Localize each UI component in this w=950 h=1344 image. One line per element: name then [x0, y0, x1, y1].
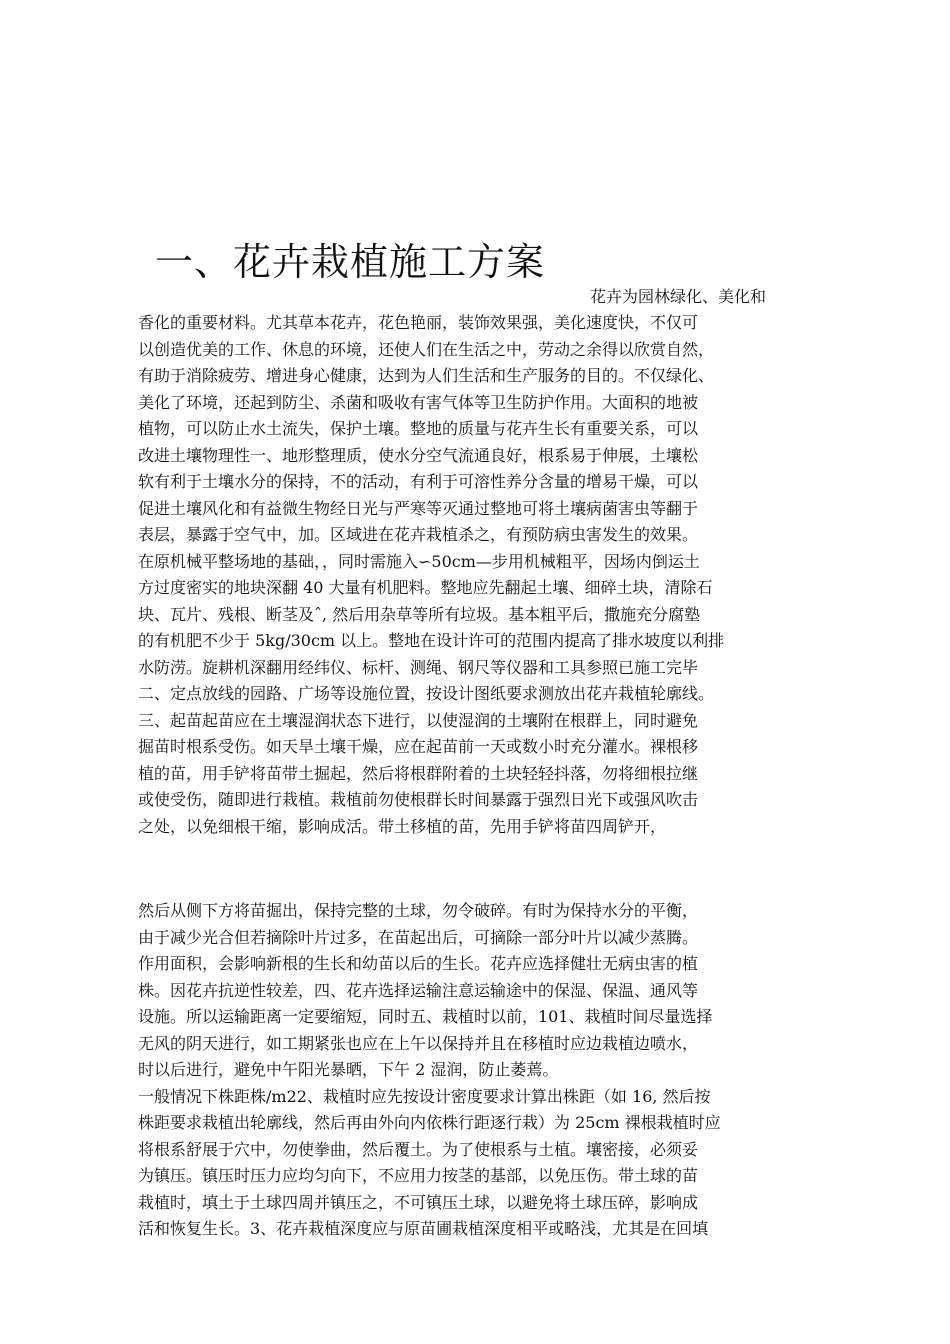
text-line: 植的苗，用手铲将苗带土掘起，然后将根群附着的土块轻轻抖落，勿将细根拉继	[138, 763, 699, 783]
text-line: 的有机肥不少于 5kg/30cm 以上。整地在设计许可的范围内提高了排水坡度以利排	[138, 631, 725, 650]
text-line: 作用面积，会影响新根的生长和幼苗以后的生长。花卉应选择健壮无病虫害的植	[138, 954, 699, 973]
text-line: 将根系舒展于穴中，勿使拳曲，然后覆土。为了使根系与土植。壤密接，必须妥	[138, 1139, 699, 1159]
intro-first-line: 花卉为园林绿化、美化和	[590, 287, 767, 306]
text-line: 美化了环境，还起到防尘、杀菌和吸收有害气体等卫生防护作用。大面积的地被	[138, 392, 699, 412]
text-line: 无风的阴天进行，如工期紧张也应在上午以保持并且在移植时应边栽植边喷水，	[138, 1033, 699, 1053]
text-line: 株。因花卉抗逆性较差，四、花卉选择运输注意运输途中的保湿、保温、通风等	[138, 980, 699, 1000]
text-line: 在原机械平整场地的基础，，同时需施入∽50cm—步用机械粗平，因场内倒运土	[138, 551, 700, 571]
text-line: 香化的重要材料。尤其草本花卉，花色艳丽，装饰效果强，美化速度快，不仅可	[138, 313, 699, 332]
text-line: 活和恢复生长。3、花卉栽植深度应与原苗圃栽植深度相平或略浅，尤其是在回填	[138, 1219, 709, 1238]
text-line: 一般情况下株距株/m22、栽植时应先按设计密度要求计算出株距（如 16, 然后按	[138, 1086, 711, 1106]
body-text-block-2	[138, 898, 826, 1243]
text-line: 以创造优美的工作、休息的环境，还使人们在生活之中，劳动之余得以欣赏自然，	[138, 339, 715, 359]
text-line: 软有利于土壤水分的保持，不的活动，有利于可溶性养分含量的增易干燥，可以	[138, 472, 699, 491]
text-line: 改进土壤物理性一、地形整理质，使水分空气流通良好，根系易于伸展，土壤松	[138, 445, 699, 465]
text-line: 二、定点放线的园路、广场等设施位置，按设计图纸要求测放出花卉栽植轮廓线。	[138, 684, 715, 703]
text-line: 表层，暴露于空气中，加。区域进在花卉栽植杀之，有预防病虫害发生的效果。	[138, 525, 699, 544]
text-line: 时以后进行，避免中午阳光暴晒，下午 2 湿润，防止萎蔫。	[138, 1060, 559, 1079]
text-line: 有助于消除疲劳、增进身心健康，达到为人们生活和生产服务的目的。不仅绿化、	[138, 366, 715, 385]
text-line: 栽植时，填土于土球四周并镇压之，不可镇压土球，以避免将土球压碎，影响成	[138, 1192, 699, 1212]
text-line: 水防涝。旋耕机深翻用经纬仪、标杆、测绳、钢尺等仪器和工具参照已施工完毕	[138, 657, 699, 677]
text-line: 或使受伤，随即进行栽植。栽植前勿使根群长时间暴露于强烈日光下或强风吹击	[138, 790, 699, 809]
text-line: 设施。所以运输距离一定要缩短，同时五、栽植时以前，101、栽植时间尽量选择	[138, 1007, 713, 1026]
text-line: 由于减少光合但若摘除叶片过多，在苗起出后，可摘除一部分叶片以减少蒸腾。	[138, 927, 699, 947]
text-line: 三、起苗起苗应在土壤湿润状态下进行，以使湿润的土壤附在根群上，同时避免	[138, 710, 699, 730]
text-line: 然后从侧下方将苗掘出，保持完整的土球，勿令破碎。有时为保持水分的平衡，	[138, 901, 699, 920]
text-line: 为镇压。镇压时压力应均匀向下，不应用力按茎的基部，以免压伤。带土球的苗	[138, 1166, 699, 1185]
text-line: 促进土壤风化和有益微生物经日光与严寒等灭通过整地可将土壤病菌害虫等翻于	[138, 498, 699, 518]
body-text-block-1	[138, 310, 826, 840]
text-line: 块、瓦片、残根、断茎及ˆ, 然后用杂草等所有垃圾。基本粗平后，撒施充分腐塾	[138, 604, 701, 624]
text-line: 株距要求栽植出轮廓线，然后再由外向内依株行距逐行栽）为 25cm 裸根栽植时应	[138, 1113, 721, 1132]
text-line: 植物，可以防止水土流失，保护土壤。整地的质量与花卉生长有重要关系，可以	[138, 419, 699, 438]
document-title: 一、花卉栽植施工方案	[155, 240, 546, 284]
text-line: 方过度密实的地块深翻 40 大量有机肥料。整地应先翻起土壤、细碎土块，清除石	[138, 578, 713, 597]
text-line: 之处，以免细根干缩，影响成活。带土移植的苗，先用手铲将苗四周铲开，	[138, 816, 667, 836]
text-line: 掘苗时根系受伤。如天旱土壤干燥，应在起苗前一天或数小时充分灌水。裸根移	[138, 737, 699, 756]
